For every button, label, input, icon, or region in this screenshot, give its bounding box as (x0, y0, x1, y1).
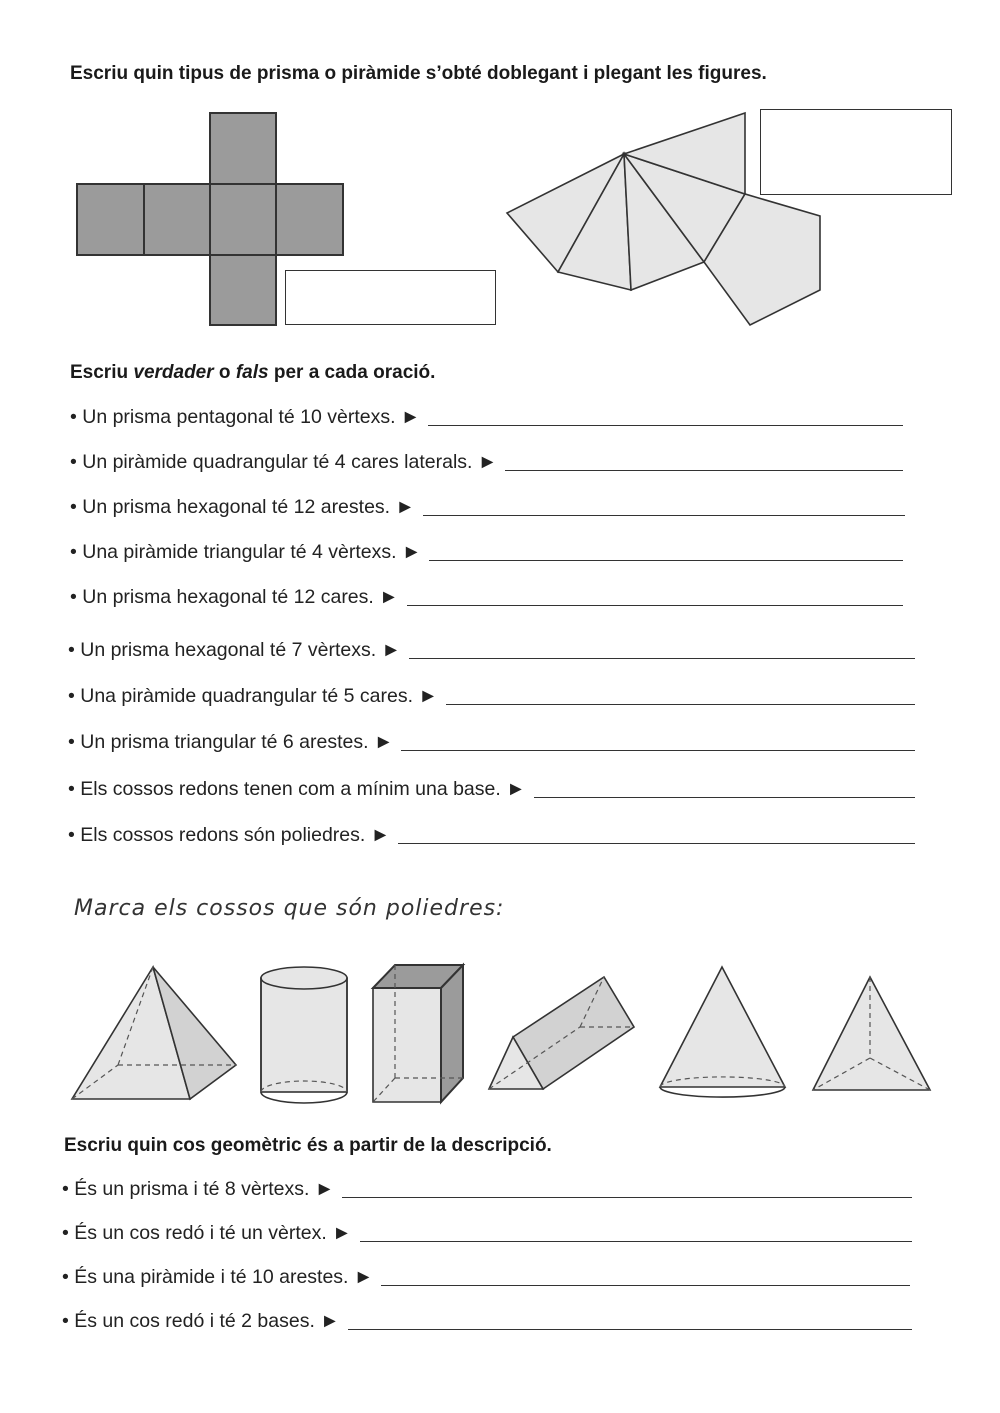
cube-net-face (276, 184, 343, 255)
tf-statement: • Els cossos redons tenen com a mínim una base. ► (68, 778, 526, 800)
answer-line[interactable] (381, 1284, 910, 1286)
rectangular-prism[interactable] (373, 965, 463, 1102)
tf-statement: • Una piràmide quadrangular té 5 cares. ► (68, 685, 438, 707)
cube-net-face (144, 184, 210, 255)
answer-line[interactable] (423, 514, 905, 516)
description-text: • És un cos redó i té 2 bases. ► (62, 1310, 340, 1332)
description-text: • És un prisma i té 8 vèrtexs. ► (62, 1178, 335, 1200)
answer-line[interactable] (446, 703, 915, 705)
square-pyramid[interactable] (72, 967, 236, 1099)
tf-row (70, 541, 903, 564)
title-italic-verdader: verdader (133, 362, 214, 383)
answer-box-pyramid-net[interactable] (760, 109, 952, 195)
tf-statement: • Els cossos redons són poliedres. ► (68, 824, 391, 846)
cone[interactable] (660, 967, 785, 1097)
answer-line[interactable] (428, 424, 903, 426)
cube-net-face (210, 184, 276, 255)
description-row (62, 1310, 912, 1333)
triangular-pyramid[interactable] (813, 977, 930, 1090)
answer-line[interactable] (398, 842, 915, 844)
tf-row (70, 496, 905, 519)
tf-statement: • Un prisma triangular té 6 arestes. ► (68, 731, 394, 753)
triangular-prism[interactable] (489, 977, 634, 1089)
tf-statement: • Un prisma hexagonal té 12 cares. ► (70, 586, 399, 608)
answer-line[interactable] (505, 469, 903, 471)
tf-row (68, 731, 915, 754)
description-row (62, 1222, 912, 1245)
title-italic-fals: fals (235, 362, 269, 383)
description-row (62, 1266, 910, 1289)
section3-title: Marca els cossos que són poliedres: (74, 896, 505, 921)
answer-line[interactable] (348, 1328, 912, 1330)
tf-row (68, 824, 915, 847)
description-text: • És un cos redó i té un vèrtex. ► (62, 1222, 352, 1244)
answer-line[interactable] (407, 604, 903, 606)
title-part: o (213, 362, 236, 383)
answer-line[interactable] (342, 1196, 912, 1198)
tf-statement: • Una piràmide triangular té 4 vèrtexs. ► (70, 541, 422, 563)
description-text: • És una piràmide i té 10 arestes. ► (62, 1266, 374, 1288)
answer-line[interactable] (401, 749, 915, 751)
section4-title: Escriu quin cos geomètric és a partir de la descripció. (64, 1135, 552, 1156)
cube-net-face (210, 255, 276, 325)
description-row (62, 1178, 912, 1201)
answer-box-cube-net[interactable] (285, 270, 496, 325)
section1-title: Escriu quin tipus de prisma o piràmide s’obté doblegant i plegant les figures. (70, 63, 767, 84)
tf-statement: • Un piràmide quadrangular té 4 cares laterals. ► (70, 451, 498, 473)
title-part: per a cada oració. (268, 362, 436, 383)
cube-net-face (77, 184, 144, 255)
tf-row (68, 685, 915, 708)
answer-line[interactable] (429, 559, 903, 561)
tf-row (70, 451, 903, 474)
solids-figure (0, 950, 1000, 1110)
answer-line[interactable] (534, 796, 915, 798)
cylinder[interactable] (261, 967, 347, 1103)
answer-line[interactable] (360, 1240, 912, 1242)
tf-statement: • Un prisma pentagonal té 10 vèrtexs. ► (70, 406, 421, 428)
tf-statement: • Un prisma hexagonal té 7 vèrtexs. ► (68, 639, 401, 661)
tf-statement: • Un prisma hexagonal té 12 arestes. ► (70, 496, 415, 518)
tf-row (68, 639, 915, 662)
section2-title (70, 362, 435, 384)
cube-net-face (210, 113, 276, 184)
answer-line[interactable] (409, 657, 915, 659)
tf-row (70, 406, 903, 429)
tf-row (68, 778, 915, 801)
tf-row (70, 586, 903, 609)
title-part: Escriu (70, 362, 134, 383)
